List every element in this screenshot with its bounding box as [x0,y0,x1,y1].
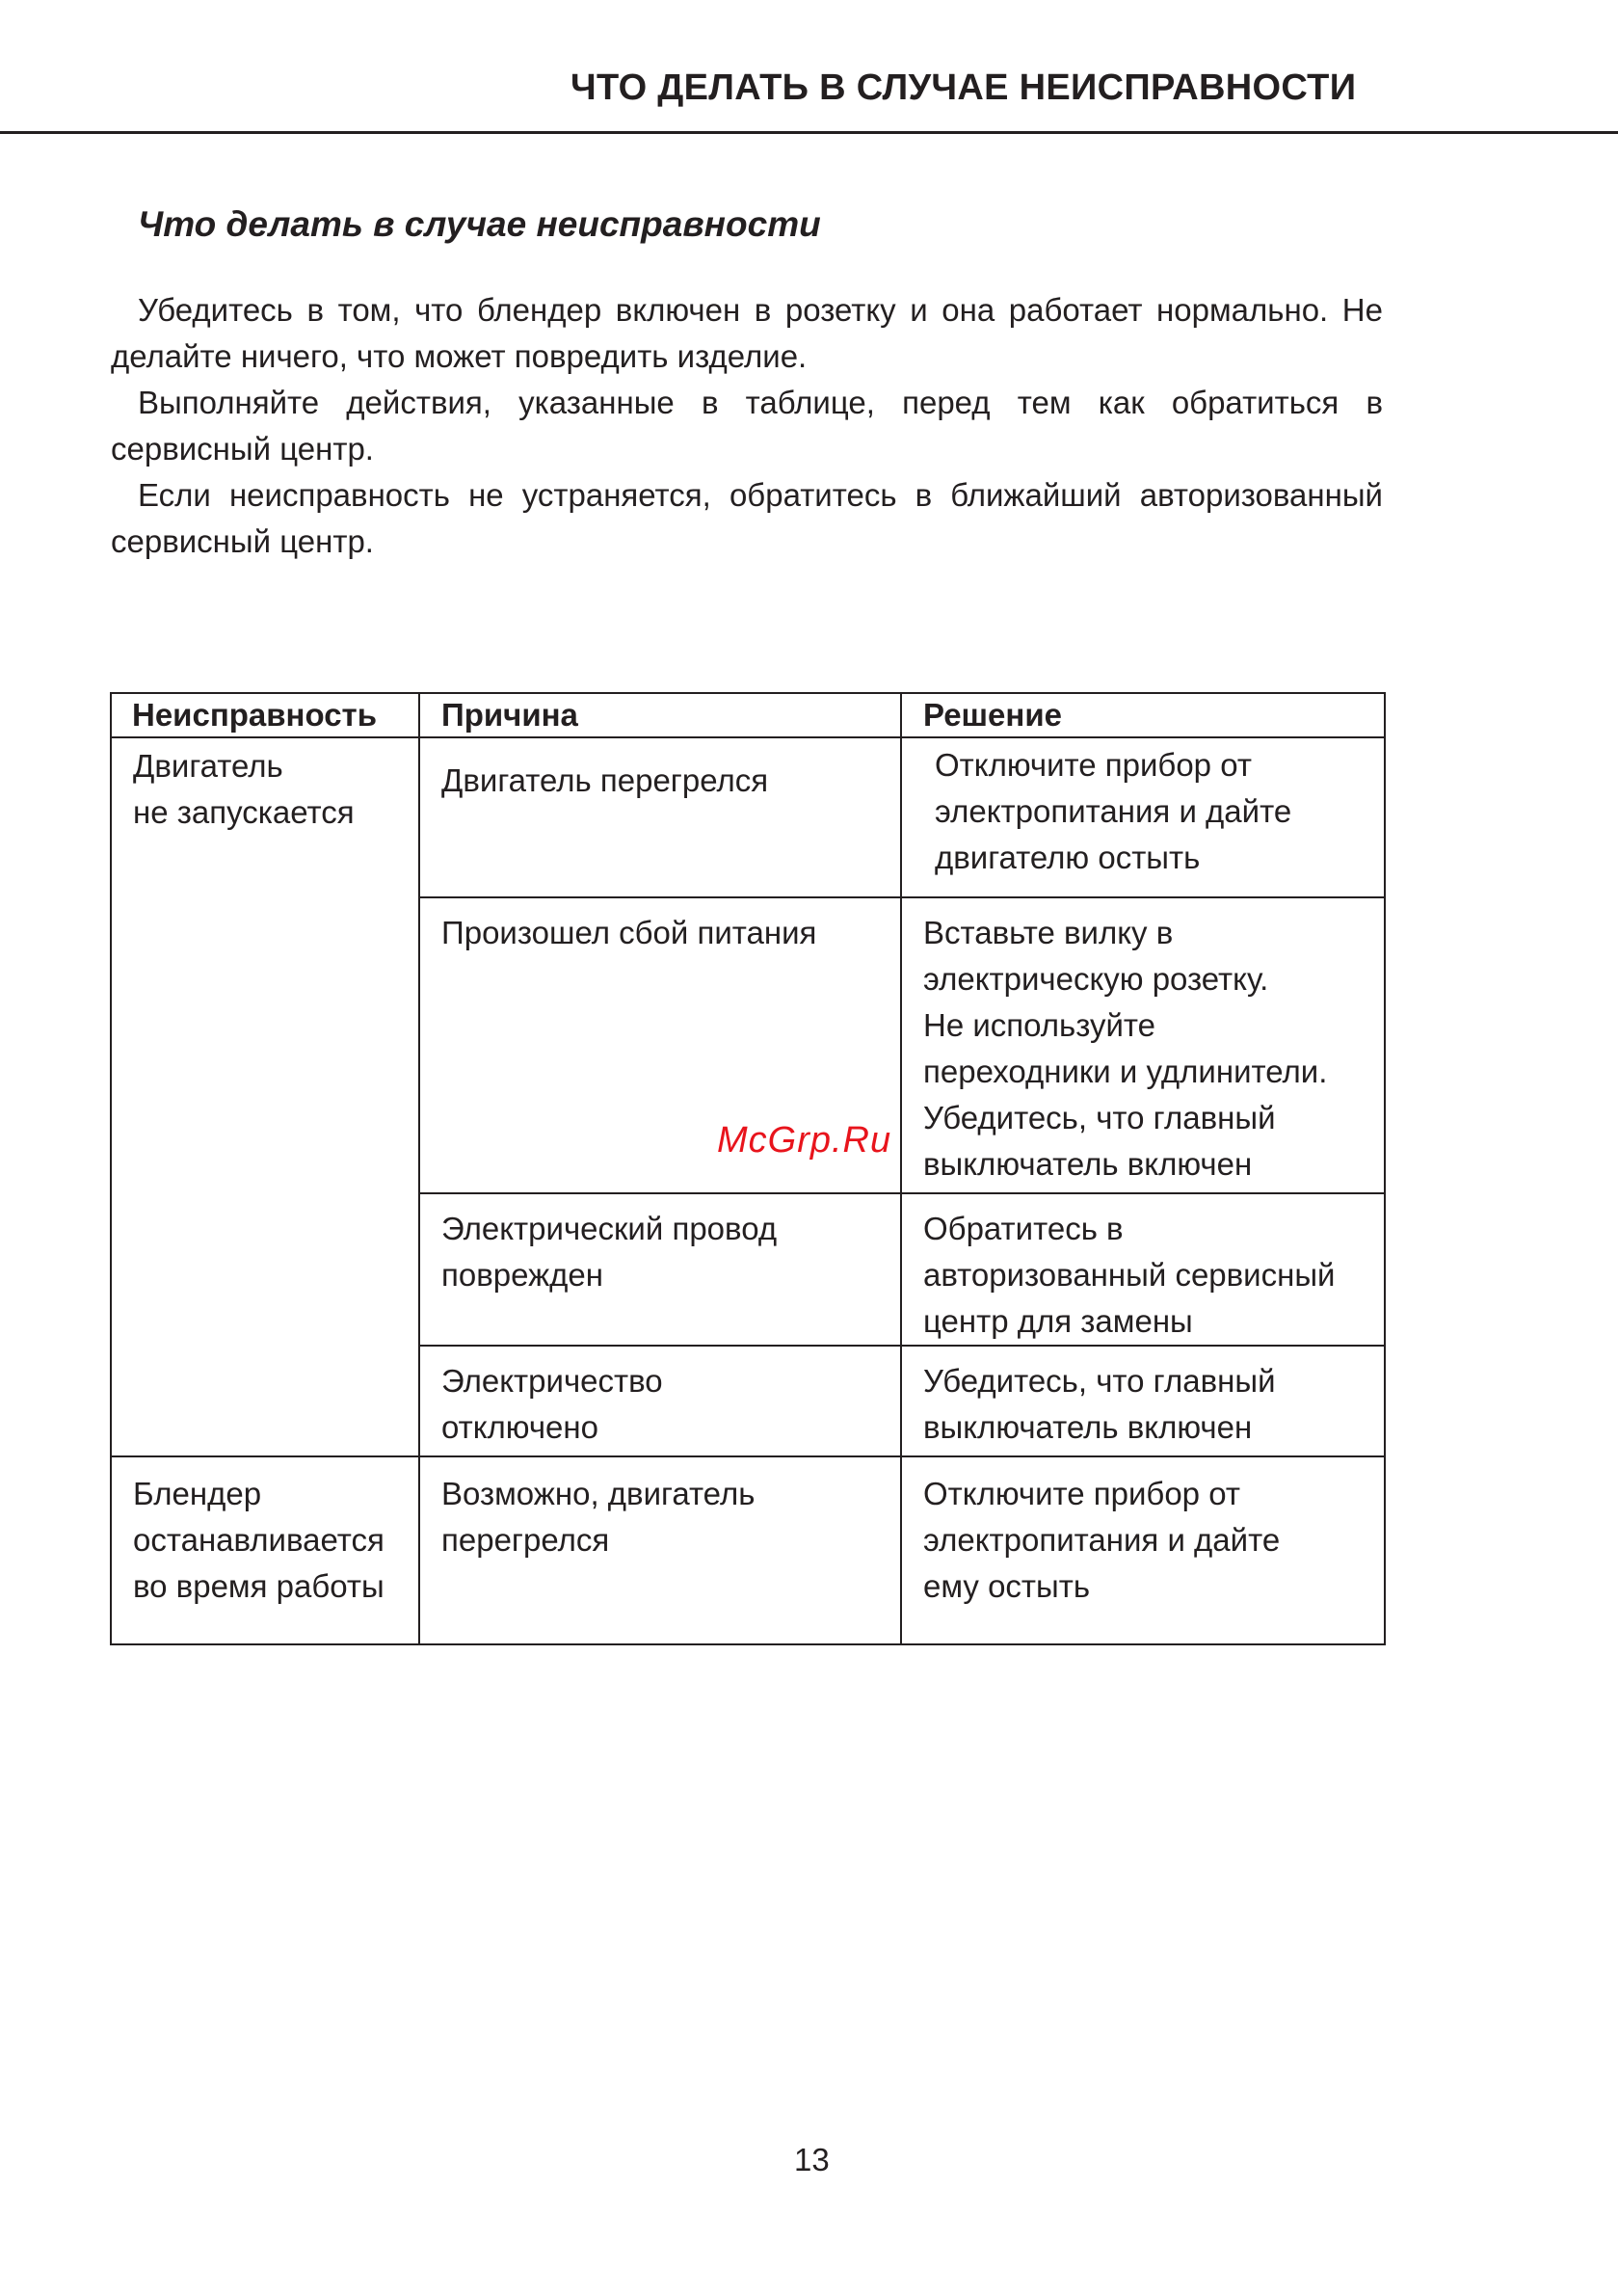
cause-cell [419,737,901,897]
solution-cell [901,737,1385,897]
cause-text: Электрический провод поврежден [441,1211,778,1293]
solution-cell [901,897,1385,1193]
table-row [111,1456,1385,1644]
section-title: Что делать в случае неисправности [138,204,821,244]
cause-text: Произошел сбой питания [441,915,817,950]
cause-text: Возможно, двигатель перегрелся [441,1476,756,1558]
table-row [111,737,1385,897]
page-header-title: ЧТО ДЕЛАТЬ В СЛУЧАЕ НЕИСПРАВНОСТИ [570,67,1357,108]
problem-text: Блендер останавливается во время работы [133,1476,385,1604]
intro-paragraph: Если неисправность не устраняется, обратитесь в ближайший авторизованный сервисный центр. [111,477,1383,559]
solution-text: Отключите прибор от электропитания и дайте двигателю остыть [935,747,1292,875]
table-header-row [111,693,1385,737]
cause-cell [419,1346,901,1456]
column-header-problem: Неисправность [111,693,419,737]
solution-cell [901,1346,1385,1456]
cause-text: Двигатель перегрелся [441,762,769,798]
solution-text: Отключите прибор от электропитания и дайте ему остыть [923,1476,1281,1604]
cause-cell [419,1456,901,1644]
watermark: McGrp.Ru [717,1120,892,1161]
column-header-solution: Решение [901,693,1385,737]
problem-cell [111,737,419,1456]
solution-text: Убедитесь, что главный выключатель включен [923,1363,1276,1445]
problem-text: Двигатель не запускается [133,748,355,830]
intro-paragraph: Выполняйте действия, указанные в таблице, перед тем как обратиться в сервисный центр. [111,385,1383,467]
solution-cell [901,1456,1385,1644]
problem-cell [111,1456,419,1644]
solution-text: Вставьте вилку в электрическую розетку. Не используйте переходники и удлинители. Убедитесь, что главный выключатель включен [923,915,1328,1182]
page-number: 13 [794,2142,830,2177]
solution-text: Обратитесь в авторизованный сервисный центр для замены [923,1211,1336,1339]
intro-text [111,287,1383,565]
cause-text: Электричество отключено [441,1363,663,1445]
solution-cell [901,1193,1385,1346]
intro-paragraph: Убедитесь в том, что блендер включен в розетку и она работает нормально. Не делайте ничего, что может повредить изделие. [111,292,1383,374]
column-header-cause: Причина [419,693,901,737]
troubleshooting-table [110,692,1386,1645]
header-divider [0,131,1618,134]
cause-cell [419,1193,901,1346]
